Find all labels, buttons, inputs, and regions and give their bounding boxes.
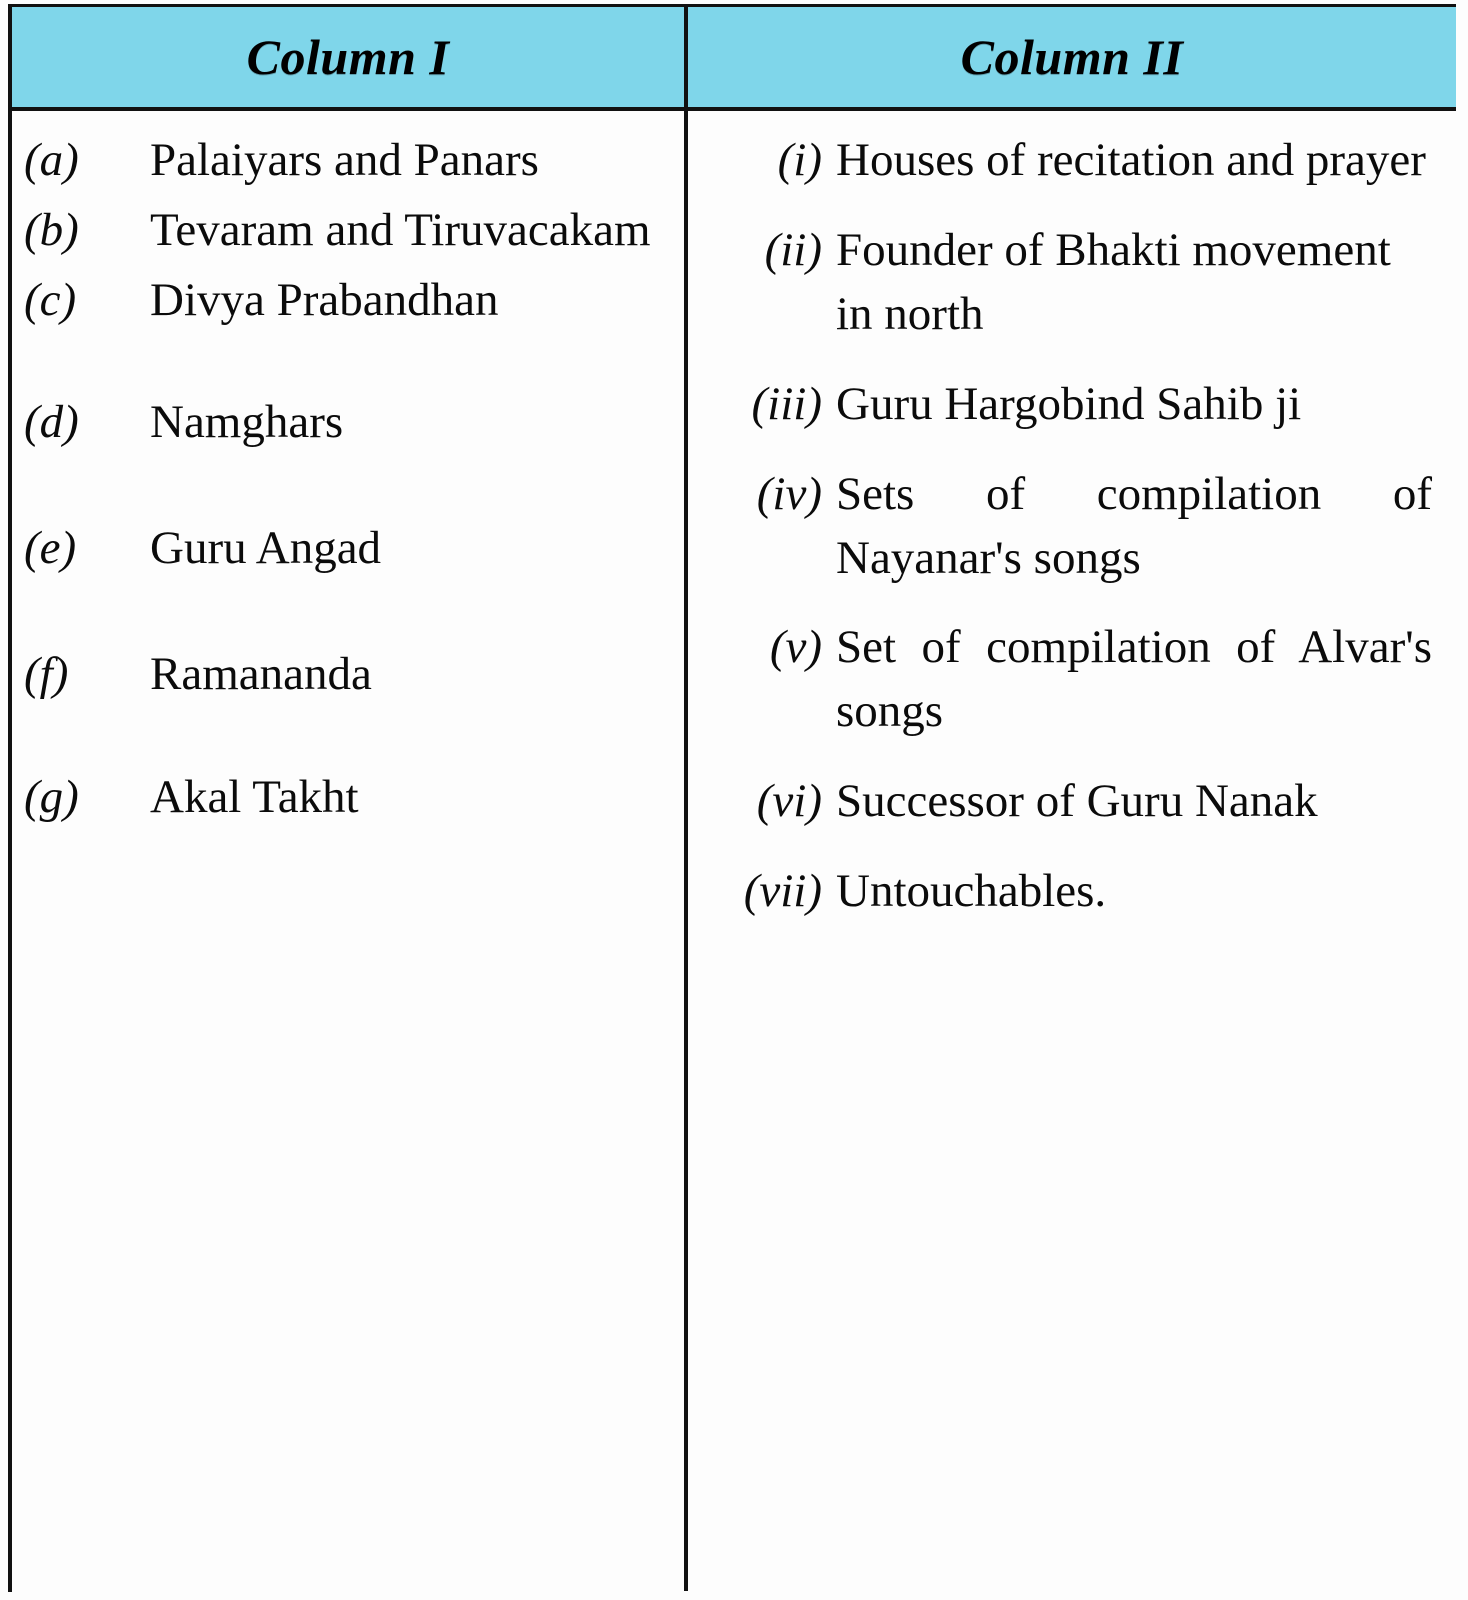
list-item bbox=[24, 199, 678, 263]
item-text: Guru Hargobind Sahib ji bbox=[836, 377, 1302, 430]
list-item bbox=[702, 463, 1432, 591]
header-cell-column-1 bbox=[12, 7, 688, 107]
item-marker: (g) bbox=[24, 771, 79, 824]
list-item bbox=[24, 766, 678, 830]
item-text: Palaiyars and Panars bbox=[150, 134, 539, 186]
item-text: Set of compilation of Alvar's songs bbox=[836, 621, 1432, 738]
column-1-cell bbox=[12, 111, 688, 1591]
column-1-header-label: Column I bbox=[246, 29, 450, 85]
list-item bbox=[24, 517, 678, 581]
column-2-header-label: Column II bbox=[960, 29, 1184, 85]
list-item bbox=[702, 219, 1432, 347]
item-text: Founder of Bhakti movement in north bbox=[836, 223, 1391, 340]
list-item bbox=[702, 373, 1432, 437]
item-text: Ramananda bbox=[150, 647, 372, 700]
item-marker: (iv) bbox=[756, 467, 822, 520]
list-item bbox=[24, 269, 678, 333]
item-text: Akal Takht bbox=[150, 771, 359, 824]
item-text: Guru Angad bbox=[150, 521, 382, 574]
item-marker: (d) bbox=[24, 395, 79, 448]
item-marker: (ii) bbox=[764, 223, 822, 276]
list-item bbox=[24, 129, 678, 193]
list-item bbox=[702, 770, 1432, 834]
list-item bbox=[702, 860, 1432, 924]
match-the-columns-table bbox=[8, 4, 1456, 1592]
item-marker: (b) bbox=[24, 203, 79, 256]
item-text: Houses of recitation and prayer bbox=[836, 134, 1426, 186]
item-text: Namghars bbox=[150, 395, 344, 448]
list-item bbox=[24, 643, 678, 707]
item-text: Sets of compilation of Nayanar's songs bbox=[836, 467, 1432, 584]
item-marker: (c) bbox=[24, 273, 77, 326]
item-marker: (a) bbox=[24, 134, 79, 186]
item-text: Untouchables. bbox=[836, 865, 1107, 918]
list-item bbox=[702, 616, 1432, 744]
item-text: Successor of Guru Nanak bbox=[836, 775, 1318, 828]
list-item bbox=[24, 391, 678, 455]
item-marker: (vii) bbox=[743, 865, 822, 918]
item-marker: (iii) bbox=[751, 377, 822, 430]
item-marker: (v) bbox=[769, 621, 822, 674]
item-text: Tevaram and Tiruvacakam bbox=[150, 203, 651, 256]
item-marker: (f) bbox=[24, 647, 69, 700]
item-marker: (vi) bbox=[756, 775, 822, 828]
list-item bbox=[702, 129, 1432, 193]
table-body-row bbox=[12, 111, 1456, 1591]
header-cell-column-2 bbox=[688, 7, 1456, 107]
item-marker: (e) bbox=[24, 521, 77, 574]
column-2-cell bbox=[688, 111, 1456, 1591]
item-marker: (i) bbox=[777, 134, 822, 186]
table-header-row bbox=[12, 7, 1456, 111]
item-text: Divya Prabandhan bbox=[150, 273, 499, 326]
